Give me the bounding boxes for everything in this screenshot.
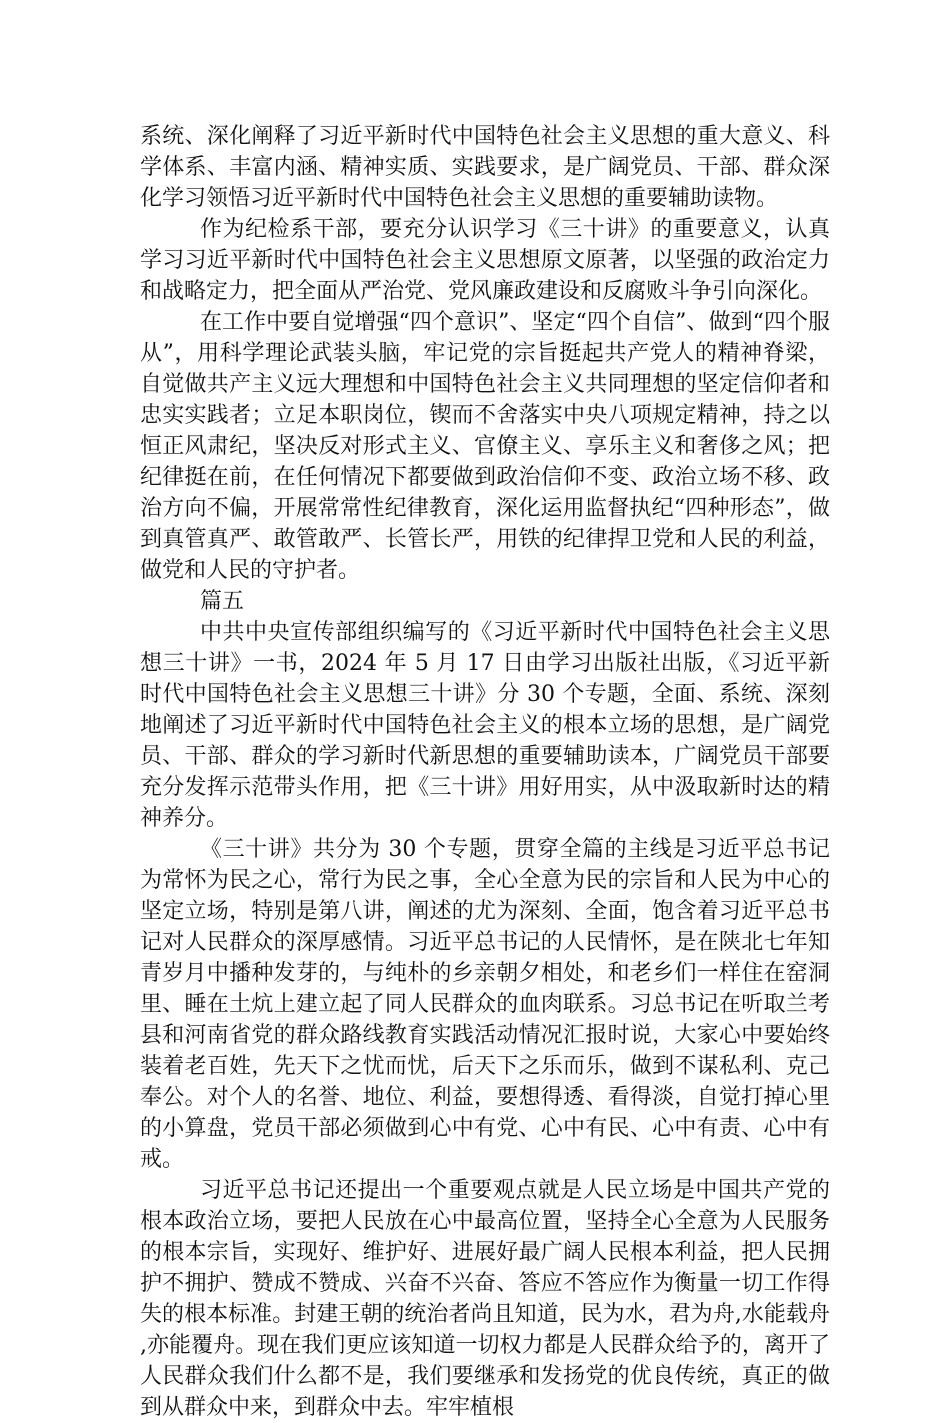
paragraph-thirty-lectures: 《三十讲》共分为 30 个专题，贯穿全篇的主线是习近平总书记为常怀为民之心，常行为民之事，全心全意为民的宗旨和人民为中心的坚定立场，特别是第八讲，阐述的尤为深刻、全面，饱含着习近平总书记对人民群众的深厚感情。习近平总书记的人民情怀，是在陕北七年知青岁月中播种发芽的，与纯朴的乡亲朝夕相处，和老乡们一样住在窑洞里、睡在土炕上建立起了同人民群众的血肉联系。习总书记在听取兰考县和河南省党的群众路线教育实践活动情况汇报时说，大家心中要始终装着老百姓，先天下之忧而忧，后天下之乐而乐，做到不谋私利、克己奉公。对个人的名誉、地位、利益，要想得透、看得淡，自觉打掉心里的小算盘，党员干部必须做到心中有党、心中有民、心中有责、心中有戒。 bbox=[140, 837, 830, 1172]
document-body bbox=[140, 121, 830, 1423]
paragraph-work-requirements: 在工作中要自觉增强“四个意识”、坚定“四个自信”、做到“四个服从”，用科学理论武装头脑，牢记党的宗旨挺起共产党人的精神脊梁，自觉做共产主义远大理想和中国特色社会主义共同理想的坚定信仰者和忠实实践者；立足本职岗位，锲而不舍落实中央八项规定精神，持之以恒正风肃纪，坚决反对形式主义、官僚主义、享乐主义和奢侈之风；把纪律挺在前，在任何情况下都要做到政治信仰不变、政治立场不移、政治方向不偏，开展常常性纪律教育，深化运用监督执纪“四种形态”，做到真管真严、敢管敢严、长管长严，用铁的纪律捍卫党和人民的利益，做党和人民的守护者。 bbox=[140, 310, 830, 583]
paragraph-continuation: 系统、深化阐释了习近平新时代中国特色社会主义思想的重大意义、科学体系、丰富内涵、精神实质、实践要求，是广阔党员、干部、群众深化学习领悟习近平新时代中国特色社会主义思想的重要辅助读物。 bbox=[140, 124, 830, 211]
paragraph-people-stance: 习近平总书记还提出一个重要观点就是人民立场是中国共产党的根本政治立场，要把人民放在心中最高位置，坚持全心全意为人民服务的根本宗旨，实现好、维护好、进展好最广阔人民根本利益，把人民拥护不拥护、赞成不赞成、兴奋不兴奋、答应不答应作为衡量一切工作得失的根本标准。封建王朝的统治者尚且知道，民为水，君为舟,水能载舟,亦能覆舟。现在我们更应该知道一切权力都是人民群众给予的，离开了人民群众我们什么都不是，我们要继承和发扬党的优良传统，真正的做到从群众中来，到群众中去。牢牢植根 bbox=[140, 1178, 830, 1420]
section-heading-part-five: 篇五 bbox=[200, 589, 245, 614]
paragraph-discipline-cadre: 作为纪检系干部，要充分认识学习《三十讲》的重要意义，认真学习习近平新时代中国特色社会主义思想原文原著，以坚强的政治定力和战略定力，把全面从严治党、党风廉政建设和反腐败斗争引向深化。 bbox=[140, 217, 830, 304]
paragraph-book-introduction: 中共中央宣传部组织编写的《习近平新时代中国特色社会主义思想三十讲》一书，2024 年 5 月 17 日由学习出版社出版，《习近平新时代中国特色社会主义思想三十讲》分 30 个专题，全面、系统、深刻地阐述了习近平新时代中国特色社会主义的根本立场的思想，是广阔党员、干部、群众的学习新时代新思想的重要辅助读本，广阔党员干部要充分发挥示范带头作用，把《三十讲》用好用实，从中汲取新时达的精神养分。 bbox=[140, 620, 830, 831]
